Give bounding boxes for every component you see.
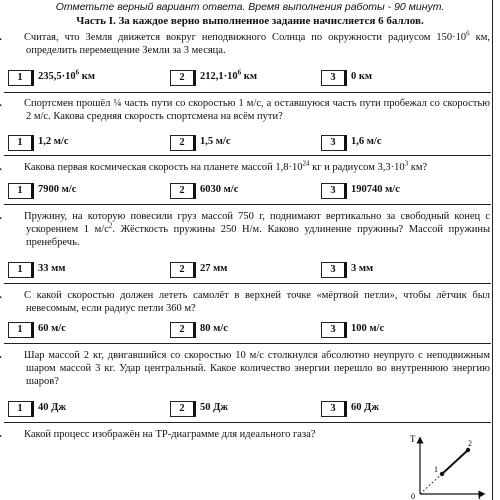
- question-number: [10, 428, 24, 441]
- question-number: [10, 97, 24, 110]
- question-number: [10, 161, 24, 174]
- option-value: 80 м/с: [200, 323, 228, 334]
- divider: [4, 283, 491, 284]
- option-value: 33 мм: [38, 263, 66, 274]
- option-number-box[interactable]: 1: [8, 183, 34, 199]
- option-value: 212,1·10: [200, 71, 238, 82]
- option-value: 40 Дж: [38, 402, 66, 413]
- option-value: 190740 м/с: [351, 184, 400, 195]
- option-value: 60 м/с: [38, 323, 66, 334]
- option-number-box[interactable]: 3: [321, 183, 347, 199]
- question-4: Пружину, на которую повесили груз массой 750 г, поднимают вертикально за свободный конец с ускорением 1 $м/с^2$. Жёсткость пружины 250 Н/м. Каково удлинение пружины? Массой пружины пренебречь.: [4, 210, 490, 249]
- option-value: 1,5 м/с: [200, 136, 231, 147]
- option-value: 7900 м/с: [38, 184, 77, 195]
- t-axis-label: T: [410, 434, 416, 444]
- option-number-box[interactable]: 1: [8, 322, 34, 338]
- question-text: Какова первая космическая скорость на планете массой 1,8·10: [24, 162, 303, 173]
- question-text: С какой скоростью должен лететь самолёт в верхней точке «мёртвой петли», чтобы лётчик был невесомым, если радиус петли 360 м?: [24, 290, 490, 314]
- question-number: [10, 31, 24, 44]
- tp-diagram: [408, 432, 488, 500]
- divider: [4, 204, 491, 205]
- page-border-right: [492, 0, 493, 500]
- point-1-label: 1: [434, 465, 438, 474]
- p-axis-label: P: [478, 491, 484, 500]
- divider: [4, 343, 491, 344]
- option-number-box[interactable]: 1: [8, 70, 34, 86]
- question-7: [4, 428, 404, 441]
- question-2: [4, 97, 490, 123]
- question-text: Какой процесс изображён на ТР-диаграмме для идеального газа?: [24, 429, 316, 440]
- option-value: 3 мм: [351, 263, 374, 274]
- question-number: [10, 349, 24, 362]
- option-number-box[interactable]: 3: [321, 322, 347, 338]
- option-number-box[interactable]: 2: [170, 70, 196, 86]
- option-number-box[interactable]: 2: [170, 183, 196, 199]
- option-number-box[interactable]: 2: [170, 322, 196, 338]
- divider: [4, 422, 491, 423]
- question-text: Пружину, на которую повесили груз массой 750 г, поднимают вертикально за свободный конец с ускорением 1 м/с: [24, 211, 490, 235]
- option-value: 100 м/с: [351, 323, 385, 334]
- question-number: [10, 289, 24, 302]
- option-value: 0 км: [351, 71, 373, 82]
- point-1-marker: [440, 472, 444, 476]
- option-number-box[interactable]: 3: [321, 401, 347, 417]
- option-number-box[interactable]: 2: [170, 262, 196, 278]
- option-value: 50 Дж: [200, 402, 228, 413]
- option-number-box[interactable]: 3: [321, 262, 347, 278]
- question-6: [4, 349, 490, 388]
- divider: [4, 92, 491, 93]
- question-text: Считая, что Земля движется вокруг неподвижного Солнца по окружности радиусом 150·10: [24, 32, 467, 43]
- option-value: 60 Дж: [351, 402, 379, 413]
- question-5: [4, 289, 490, 315]
- question-text: Шар массой 2 кг, двигавшийся со скоростью 10 м/с столкнулся абсолютно неупруго с неподвижным шаром массой 3 кг. Удар центральный. Какое количество энергии перешло во внутреннюю энергию шаров?: [24, 350, 490, 387]
- option-number-box[interactable]: 2: [170, 401, 196, 417]
- option-value: 1,6 м/с: [351, 136, 382, 147]
- option-number-box[interactable]: 3: [321, 135, 347, 151]
- option-value: 1,2 м/с: [38, 136, 69, 147]
- instructions-note: Отметьте верный вариант ответа. Время выполнения работы - 90 минут.: [55, 1, 445, 13]
- origin-label: 0: [411, 492, 415, 500]
- point-2-marker: [466, 448, 470, 452]
- option-value: 6030 м/с: [200, 184, 239, 195]
- option-number-box[interactable]: 1: [8, 135, 34, 151]
- option-number-box[interactable]: 2: [170, 135, 196, 151]
- question-3: Какова первая космическая скорость на планете массой $1,8\cdot 10^{24}$ кг и радиусом $3,3\cdot 10^3$ км?: [4, 161, 490, 174]
- option-number-box[interactable]: 1: [8, 401, 34, 417]
- option-value: 27 мм: [200, 263, 228, 274]
- process-line: [442, 450, 468, 474]
- question-1: Считая, что Земля движется вокруг неподвижного Солнца по окружности радиусом $150\cdot 10^6$ км, определить перемещение Земли за 3 месяца.: [4, 31, 490, 57]
- divider: [4, 155, 491, 156]
- question-number: [10, 210, 24, 223]
- question-text: Спортсмен прошёл ¼ часть пути со скоростью 1 м/с, а оставшуюся часть пути пробежал со скоростью 2 м/с. Какова средняя скорость спортсмена на всём пути?: [24, 98, 490, 122]
- option-number-box[interactable]: 1: [8, 262, 34, 278]
- option-number-box[interactable]: 3: [321, 70, 347, 86]
- test-page: Отметьте верный вариант ответа. Время выполнения работы - 90 минут. Часть I. За каждое верно выполненное задание начисляется 6 баллов. Считая, что Земля движется вокруг неподвижного Солнца по окружности радиусом $150\cdot 10^6$ км, определить перемещение Земли за 3 месяца. 1 $235,5\cdot 10^6$ км 2 $212,1\cdot 10^6$ км 3 0 км Спортсмен прошёл ¼ часть пути со скоростью 1 м/с, а оставшуюся часть пути пробежал со скоростью 2 м/с. Какова средняя скорость спортсмена на всём пути? 1 1,2 м/с 2 1,5 м/с 3 1,6 м/с Какова первая космическая скорость на планете массой $1,8\cdot 10^{24}$ кг и радиусом $3,3\cdot 10^3$ км? 1 7900 м/с 2 6030 м/с 3 190740 м/с Пружину, на которую повесили груз массой 750 г, поднимают вертикально за свободный конец с ускорением 1 $м/с^2$. Жёсткость пружины 250 Н/м. Каково удлинение пружины? Массой пружины пренебречь. 1 33 мм 2 27 мм 3 3 мм С какой скоростью должен лететь самолёт в верхней точке «мёртвой петли», чтобы лётчик был невесомым, если радиус петли 360 м? 1 60 м/с 2 80 м/с 3 100 м/с Шар массой 2 кг, двигавшийся со скоростью 10 м/с столкнулся абсолютно неупруго с неподвижным шаром массой 3 кг. Удар центральный. Какое количество энергии перешло во внутреннюю энергию шаров? 1 40 Дж 2 50 Дж 3 60 Дж Какой процесс изображён на ТР-диаграмме для идеального газа? T P 0 1 2: [0, 0, 500, 500]
- option-value: 235,5·10: [38, 71, 76, 82]
- point-2-label: 2: [468, 439, 472, 448]
- part-title: Часть I. За каждое верно выполненное задание начисляется 6 баллов.: [76, 15, 424, 27]
